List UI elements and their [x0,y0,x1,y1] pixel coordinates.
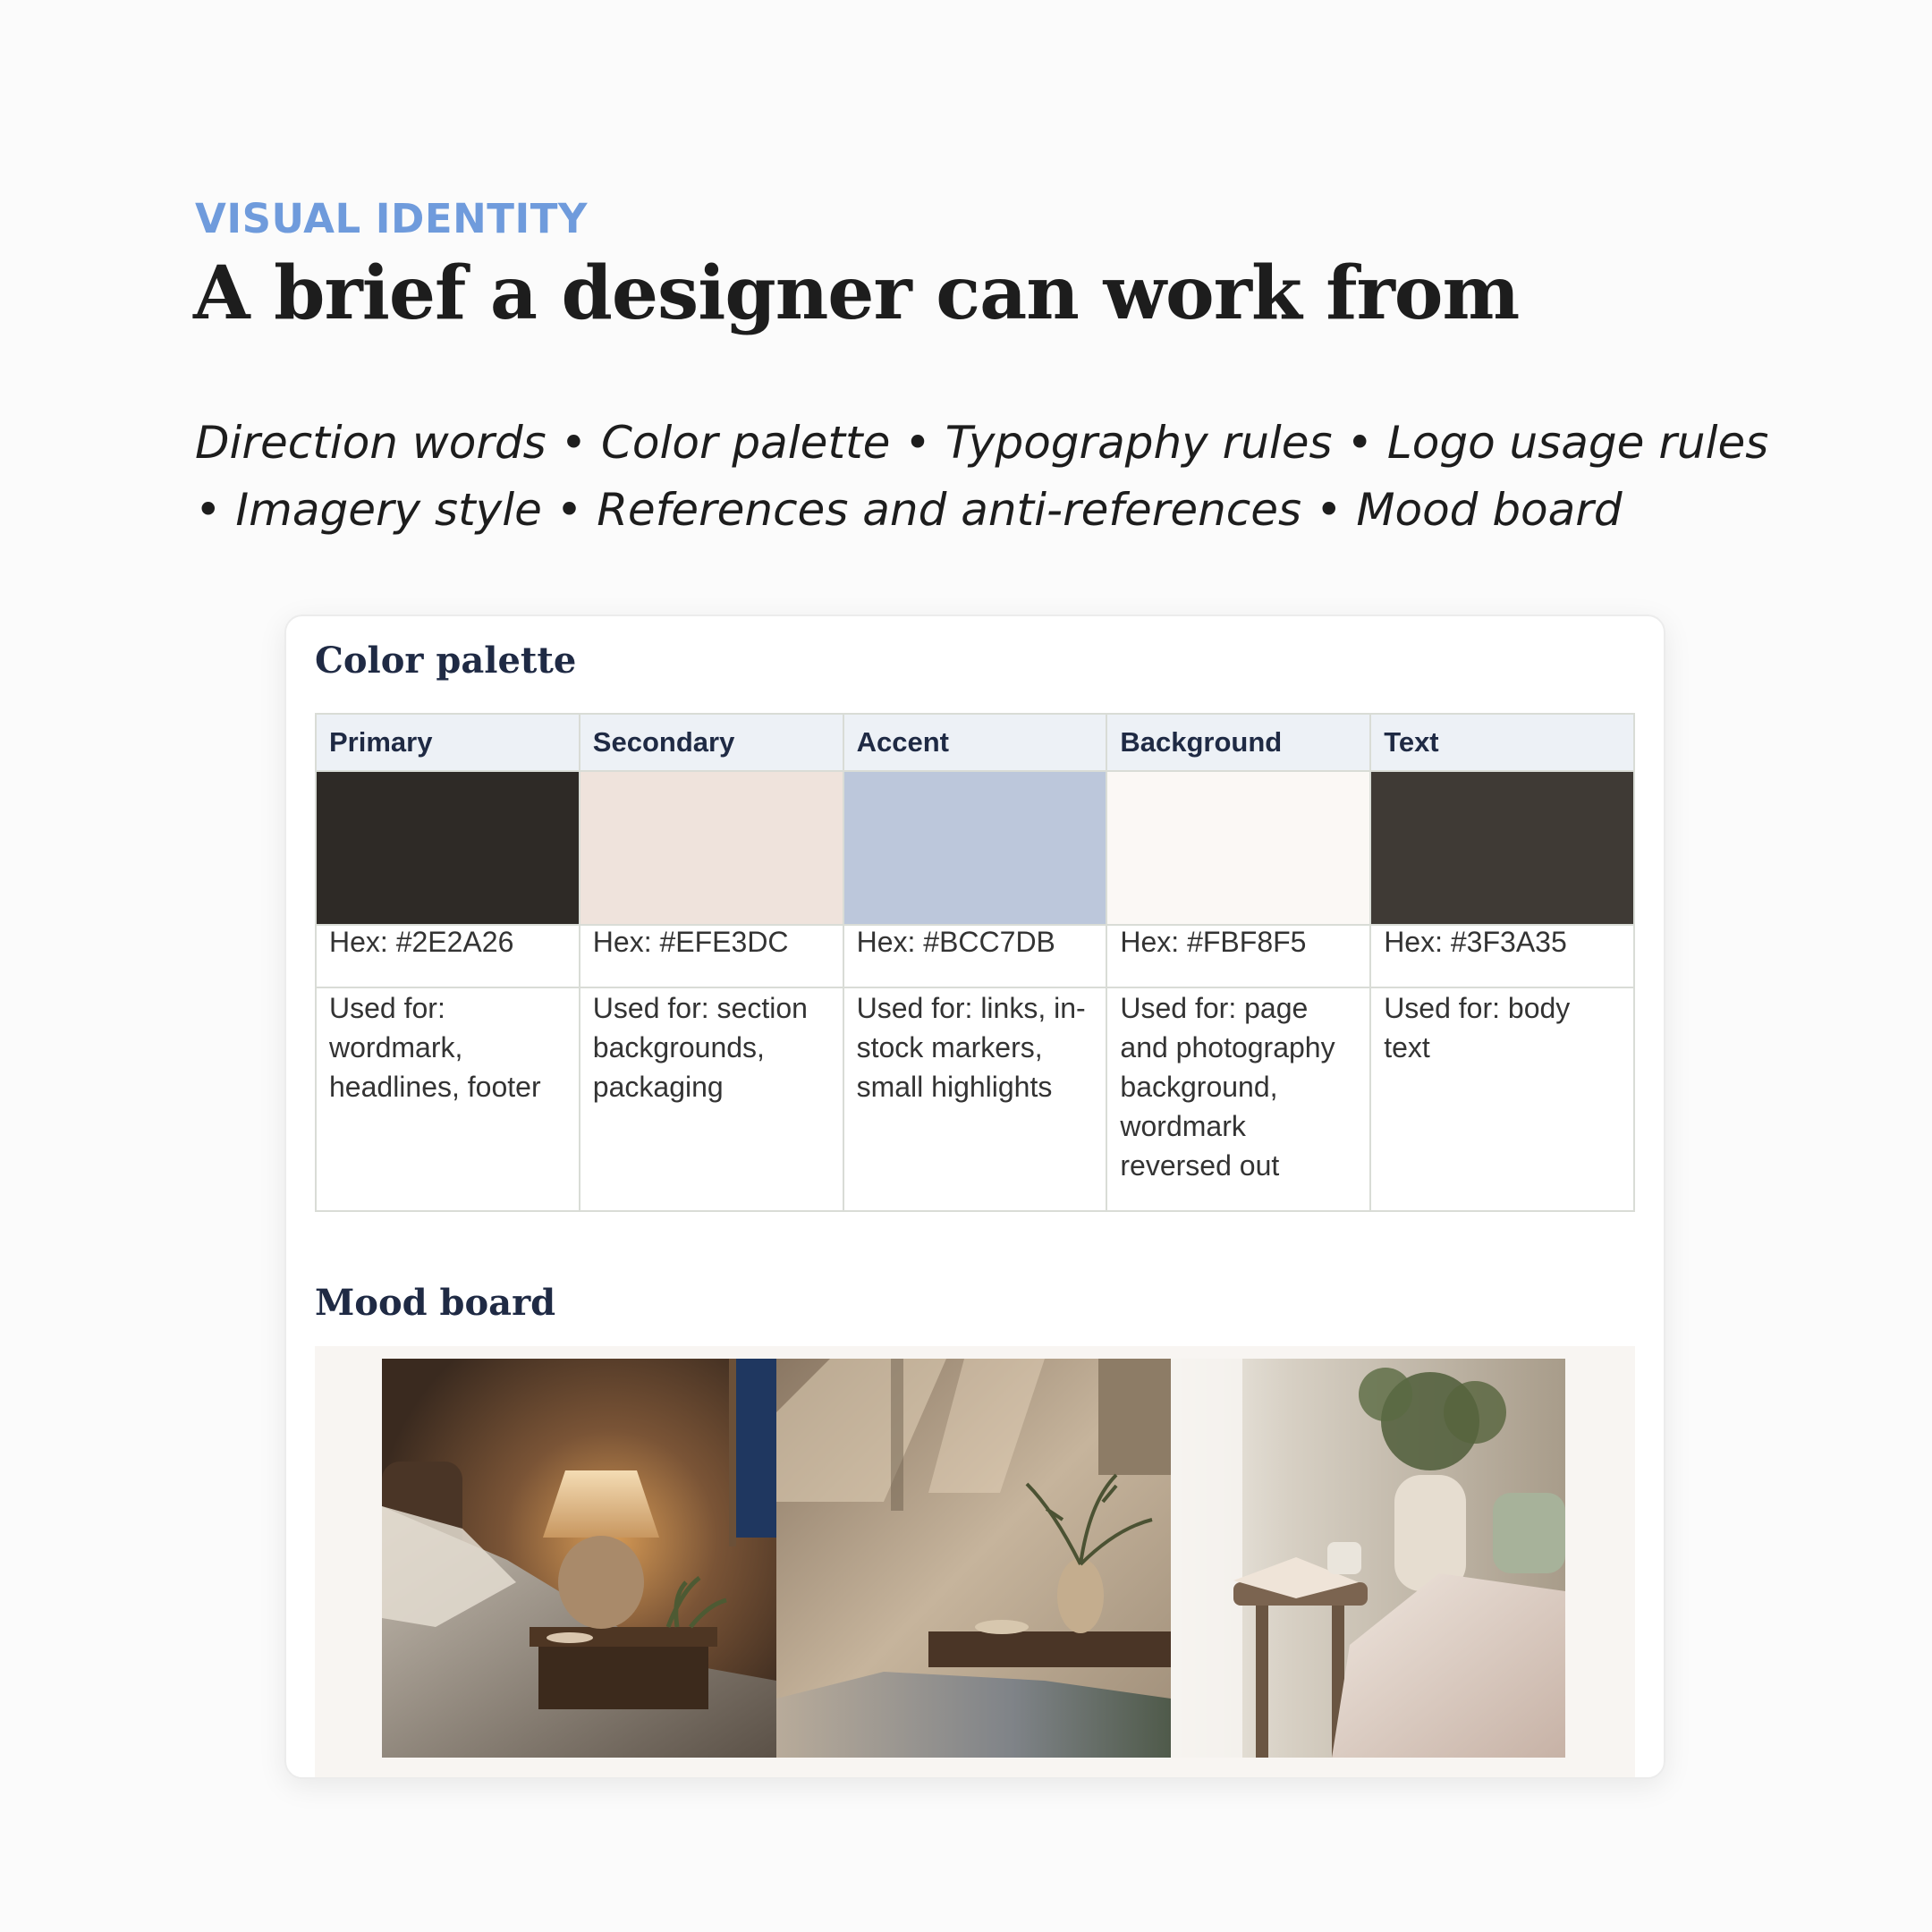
usage-accent: Used for: links, in-stock markers, small highlights [843,987,1107,1211]
hex-background: Hex: #FBF8F5 [1106,925,1370,987]
mood-board-title: Mood board [315,1282,556,1324]
tea-book-bedroom-photo [1171,1359,1565,1758]
color-palette-title: Color palette [315,640,577,682]
swatch-secondary [580,771,843,925]
page-headline: A brief a designer can work from [193,250,1520,336]
palette-col-text: Text [1370,714,1634,771]
section-eyebrow: VISUAL IDENTITY [195,195,589,242]
palette-col-secondary: Secondary [580,714,843,771]
usage-background: Used for: page and photography background, wordmark reversed out [1106,987,1370,1211]
palette-col-background: Background [1106,714,1370,771]
lamp-bedroom-photo [382,1359,776,1758]
brief-card [284,614,1665,1779]
mood-board [315,1346,1635,1777]
swatch-text [1370,771,1634,925]
hex-primary: Hex: #2E2A26 [316,925,580,987]
hex-secondary: Hex: #EFE3DC [580,925,843,987]
usage-primary: Used for: wordmark, headlines, footer [316,987,580,1211]
swatch-background [1106,771,1370,925]
palette-col-accent: Accent [843,714,1107,771]
palette-header-row [316,714,1634,771]
usage-text: Used for: body text [1370,987,1634,1211]
sunlit-vase-photo [776,1359,1171,1758]
hex-text: Hex: #3F3A35 [1370,925,1634,987]
swatch-primary [316,771,580,925]
palette-hex-row [316,925,1634,987]
palette-swatch-row [316,771,1634,925]
color-palette-table [315,713,1635,1212]
swatch-accent [843,771,1107,925]
usage-secondary: Used for: section backgrounds, packaging [580,987,843,1211]
hex-accent: Hex: #BCC7DB [843,925,1107,987]
section-topics: Direction words • Color palette • Typography rules • Logo usage rules • Imagery style • References and anti-references • Mood board [195,417,1769,536]
palette-usage-row [316,987,1634,1211]
palette-col-primary: Primary [316,714,580,771]
